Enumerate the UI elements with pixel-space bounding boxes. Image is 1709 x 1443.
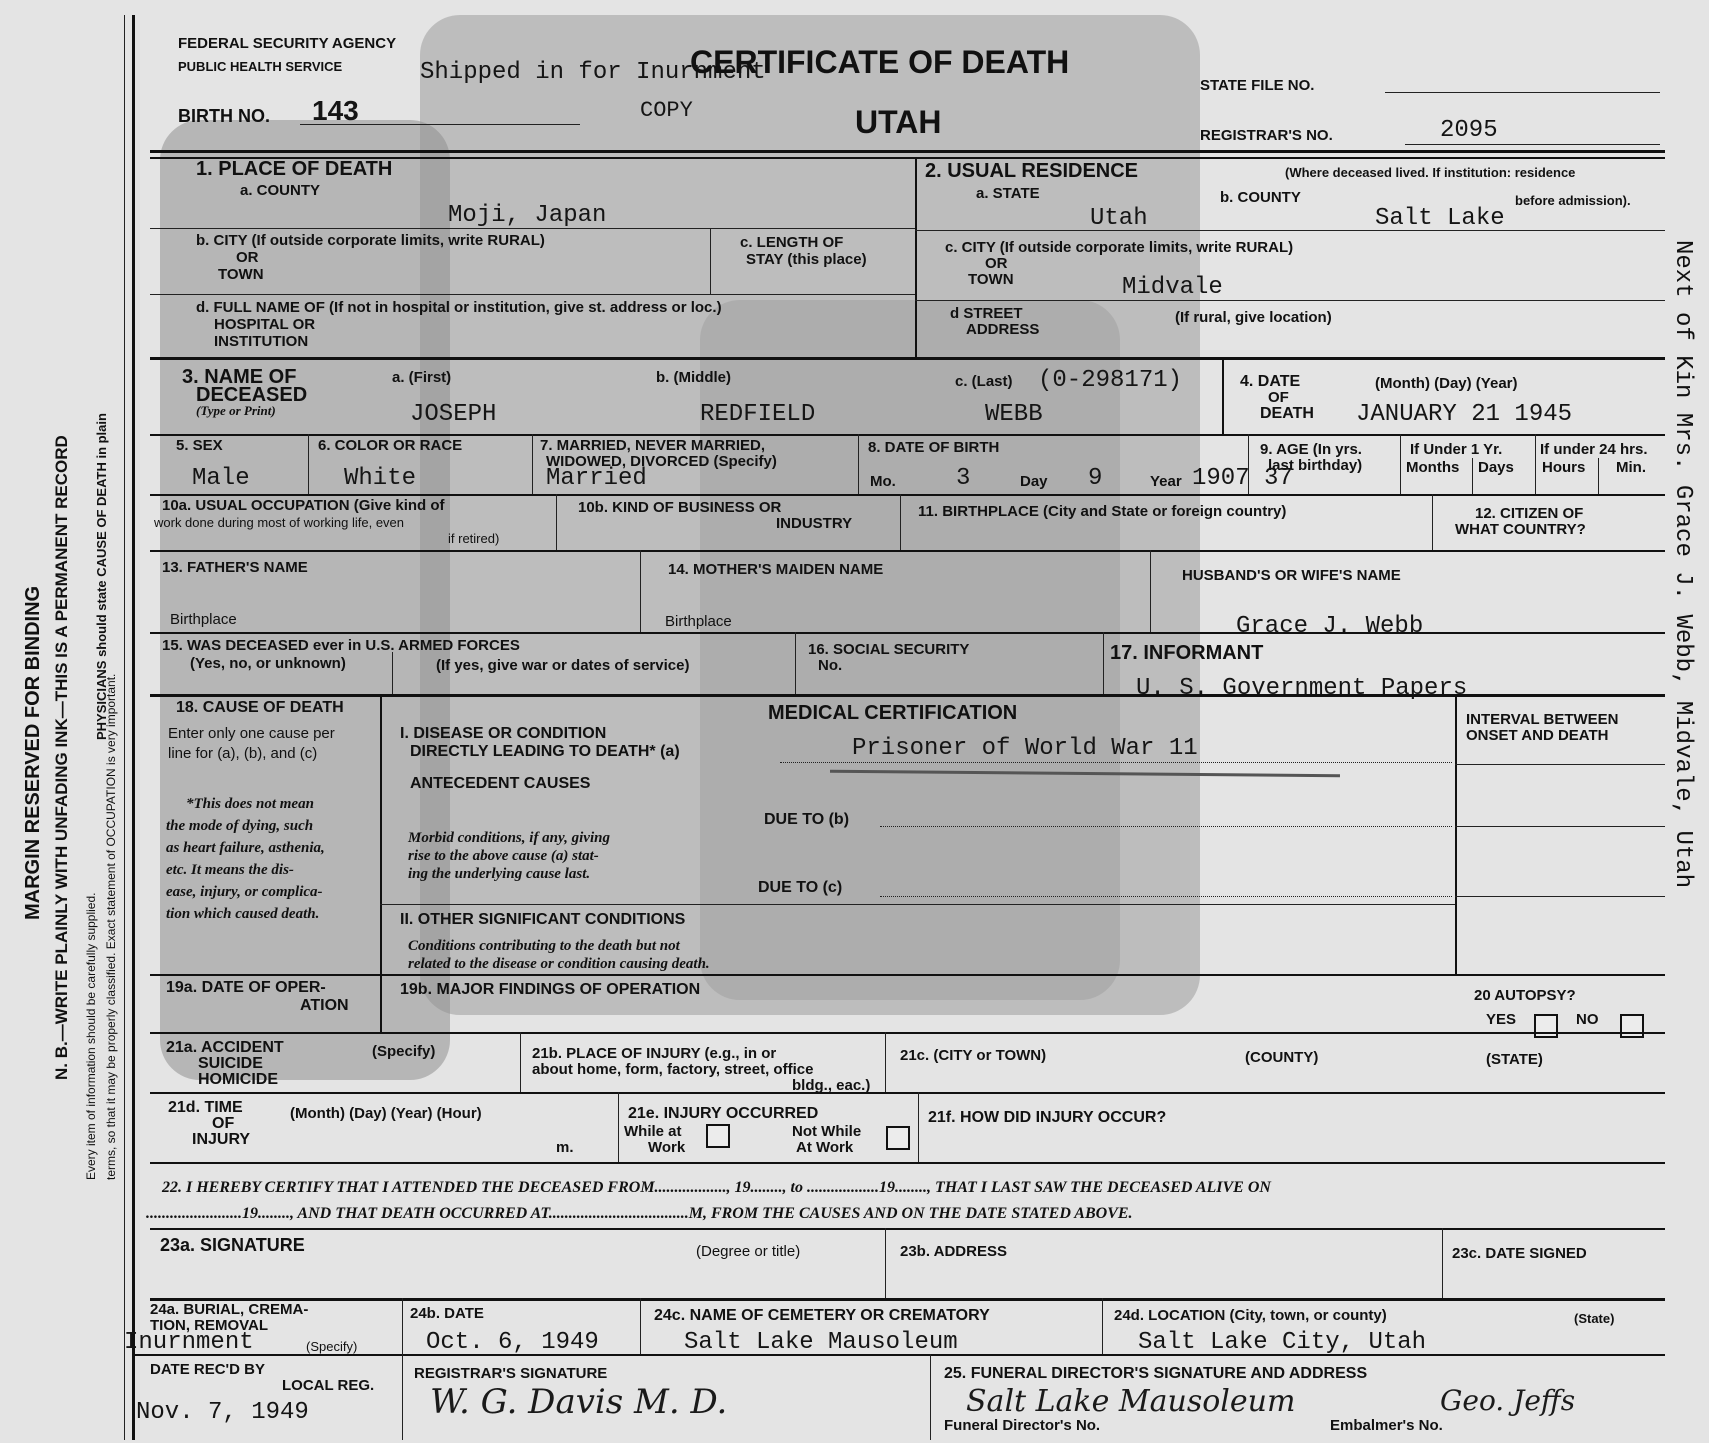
informant-label: 17. INFORMANT — [1110, 642, 1264, 664]
copy-mark: COPY — [640, 98, 693, 123]
not-while-work-label: Not While — [792, 1123, 862, 1140]
other-conditions-note1: Conditions contributing to the death but not — [408, 938, 680, 954]
embalmer-signature: Geo. Jeffs — [1440, 1384, 1576, 1417]
burial-location: Salt Lake City, Utah — [1138, 1329, 1427, 1356]
res-city-label: c. CITY (If outside corporate limits, write RURAL) — [945, 239, 1294, 256]
divider — [640, 1298, 641, 1354]
date-recd-label2: LOCAL REG. — [282, 1377, 375, 1394]
section-rule — [150, 434, 1665, 436]
autopsy-label: 20 AUTOPSY? — [1474, 987, 1576, 1004]
divider — [1472, 458, 1473, 494]
deceased-name-label3: (Type or Print) — [196, 403, 276, 418]
last-name-label: c. (Last) — [955, 373, 1013, 390]
first-name: JOSEPH — [410, 401, 497, 428]
state-file-line — [1385, 92, 1660, 93]
disease-label2: DIRECTLY LEADING TO DEATH* (a) — [410, 743, 680, 760]
hospital-label: d. FULL NAME OF (If not in hospital or institution, give st. address or loc.) — [196, 299, 722, 316]
marital-status: Married — [546, 465, 647, 492]
not-while-work-label2: At Work — [796, 1139, 854, 1156]
margin-physicians-text: PHYSICIANS should state CAUSE OF DEATH in plain — [94, 413, 109, 740]
married-label: 7. MARRIED, NEVER MARRIED, — [540, 437, 766, 454]
autopsy-yes-label: YES — [1486, 1011, 1517, 1028]
while-at-work-label: While at — [624, 1123, 682, 1140]
morbid-note1: Morbid conditions, if any, giving — [408, 830, 610, 846]
shipped-note: Shipped in for Inurnment — [420, 59, 766, 86]
divider — [1248, 434, 1249, 494]
divider — [1455, 694, 1457, 974]
citizen-label2: WHAT COUNTRY? — [1455, 521, 1586, 538]
dotted-line — [880, 826, 1452, 827]
certificate-title: CERTIFICATE OF DEATH — [690, 44, 1070, 80]
dob-day: 9 — [1088, 465, 1103, 492]
signature-label: 23a. SIGNATURE — [160, 1235, 305, 1255]
place-of-injury-label3: bldg., eac.) — [792, 1077, 871, 1094]
res-state-label: a. STATE — [976, 185, 1040, 202]
funeral-director-signature: Salt Lake Mausoleum — [966, 1384, 1296, 1419]
middle-name-label: b. (Middle) — [656, 369, 731, 386]
date-signed-label: 23c. DATE SIGNED — [1452, 1245, 1587, 1262]
margin-info1-text: Every item of information should be carefully supplied. — [84, 892, 98, 1180]
occupation-label: 10a. USUAL OCCUPATION (Give kind of — [162, 497, 445, 514]
while-at-work-checkbox[interactable] — [706, 1124, 730, 1148]
father-birthplace-label: Birthplace — [170, 611, 237, 628]
deceased-name-label: 3. NAME OF — [182, 366, 297, 388]
embalmer-no-label: Embalmer's No. — [1330, 1417, 1443, 1434]
disease: Prisoner of World War 11 — [852, 735, 1198, 762]
days-label: Days — [1478, 459, 1514, 476]
residence-note2: before admission). — [1515, 193, 1631, 208]
row-line — [1455, 896, 1665, 897]
rural-note: (If rural, give location) — [1175, 309, 1332, 326]
date-of-death: JANUARY 21 1945 — [1356, 401, 1573, 428]
disease-label: I. DISEASE OR CONDITION — [400, 725, 607, 742]
registrar-signature: W. G. Davis M. D. — [430, 1382, 728, 1422]
how-injury-label: 21f. HOW DID INJURY OCCUR? — [928, 1109, 1167, 1126]
section-rule — [150, 974, 1665, 976]
burial-location-label: 24d. LOCATION (City, town, or county) — [1114, 1307, 1387, 1324]
burial-specify: (Specify) — [306, 1339, 358, 1354]
mother-birthplace-label: Birthplace — [665, 613, 732, 630]
registrar-no-label: REGISTRAR'S NO. — [1200, 127, 1333, 144]
morbid-note3: ing the underlying cause last. — [408, 866, 591, 882]
dotted-line — [880, 896, 1452, 897]
race-label: 6. COLOR OR RACE — [318, 437, 463, 454]
section-rule — [150, 694, 1665, 697]
cause-note4: etc. It means the dis- — [166, 862, 294, 878]
date-of-death-label2: OF — [1268, 389, 1289, 406]
operation-date-label: 19a. DATE OF OPER- — [166, 979, 326, 996]
divider — [900, 494, 901, 550]
length-of-stay-label: c. LENGTH OF — [740, 234, 844, 251]
birth-no-line — [300, 124, 580, 125]
divider — [1222, 360, 1224, 434]
divider — [402, 1354, 403, 1440]
birthplace-label: 11. BIRTHPLACE (City and State or foreign country) — [918, 503, 1287, 520]
due-to-b-label: DUE TO (b) — [764, 811, 850, 828]
injury-time-m: m. — [556, 1139, 574, 1156]
homicide-label: HOMICIDE — [198, 1071, 278, 1088]
injury-time-label3: INJURY — [192, 1131, 251, 1148]
res-county-label: b. COUNTY — [1220, 189, 1301, 206]
min-label: Min. — [1616, 459, 1646, 476]
row-line — [150, 228, 915, 229]
row-line — [150, 294, 915, 295]
antecedent-label: ANTECEDENT CAUSES — [410, 775, 591, 792]
divider — [885, 1228, 886, 1300]
divider — [532, 434, 533, 494]
suicide-label: SUICIDE — [198, 1055, 263, 1072]
signature-address-label: 23b. ADDRESS — [900, 1243, 1007, 1260]
spouse-name: Grace J. Webb — [1236, 613, 1424, 640]
hours-label: Hours — [1542, 459, 1586, 476]
divider — [308, 434, 309, 494]
operation-findings-label: 19b. MAJOR FINDINGS OF OPERATION — [400, 981, 701, 998]
divider — [392, 652, 393, 694]
divider — [1103, 632, 1104, 694]
mdy-label: (Month) (Day) (Year) — [1375, 375, 1518, 392]
section-rule — [150, 1032, 1665, 1034]
injury-time-label2: OF — [212, 1115, 235, 1132]
certify-line2: ........................19........, AND THAT DEATH OCCURRED AT...................................M, FROM THE CAUSES AND ON THE DATE STATED ABOVE. — [146, 1205, 1133, 1222]
section-rule — [150, 494, 1665, 496]
burial-date-label: 24b. DATE — [410, 1305, 484, 1322]
divider — [858, 434, 859, 494]
margin-nb-text: N. B.—WRITE PLAINLY WITH UNFADING INK—THIS IS A PERMANENT RECORD — [52, 435, 71, 1080]
operation-date-label2: ATION — [300, 997, 349, 1014]
age-label2: last birthday) — [1268, 457, 1363, 474]
age: 37 — [1264, 465, 1293, 492]
section-rule — [150, 1228, 1665, 1230]
burial-label2: TION, REMOVAL — [150, 1317, 269, 1334]
months-label: Months — [1406, 459, 1460, 476]
res-or-label: OR — [985, 255, 1008, 272]
res-state: Utah — [1090, 205, 1148, 232]
birth-no: 143 — [312, 95, 359, 126]
section-rule — [150, 550, 1665, 552]
while-at-work-label2: Work — [648, 1139, 686, 1156]
burial-label: 24a. BURIAL, CREMA- — [150, 1301, 309, 1318]
cause-enter2: line for (a), (b), and (c) — [168, 745, 318, 762]
town-label: TOWN — [218, 266, 264, 283]
cause-enter1: Enter only one cause per — [168, 725, 335, 742]
funeral-director-label: 25. FUNERAL DIRECTOR'S SIGNATURE AND ADDRESS — [944, 1365, 1368, 1382]
date-recd-label: DATE REC'D BY — [150, 1361, 265, 1378]
divider — [380, 694, 382, 1032]
registrar-no-line — [1405, 144, 1660, 145]
dob-day-label: Day — [1020, 473, 1048, 490]
section-rule — [150, 1092, 1665, 1094]
injury-time-cols: (Month) (Day) (Year) (Hour) — [290, 1105, 482, 1122]
birth-no-label: BIRTH NO. — [178, 106, 270, 126]
hospital-label2: HOSPITAL OR — [214, 316, 316, 333]
section-rule — [150, 357, 1665, 360]
binding-rule — [124, 15, 125, 1440]
death-county: Moji, Japan — [448, 202, 607, 229]
divider — [1432, 494, 1433, 550]
injury-state-label: (STATE) — [1486, 1051, 1543, 1068]
water-stain — [160, 120, 450, 1080]
state-file-label: STATE FILE NO. — [1200, 77, 1315, 94]
not-while-work-checkbox[interactable] — [886, 1126, 910, 1150]
accident-specify: (Specify) — [372, 1043, 436, 1060]
divider — [402, 1298, 403, 1354]
county-label: a. COUNTY — [240, 182, 321, 199]
res-county: Salt Lake — [1375, 205, 1505, 232]
dob-year: 1907 — [1192, 465, 1250, 492]
section-rule — [150, 1298, 1665, 1301]
occupation-label3: if retired) — [448, 531, 500, 546]
divider — [1598, 458, 1599, 494]
funeral-director-no-label: Funeral Director's No. — [944, 1417, 1101, 1434]
autopsy-no-label: NO — [1576, 1011, 1599, 1028]
cause-note1: *This does not mean — [186, 796, 314, 812]
place-of-death-label: 1. PLACE OF DEATH — [196, 158, 393, 180]
informant: U. S. Government Papers — [1136, 675, 1468, 702]
service-label: PUBLIC HEALTH SERVICE — [178, 59, 343, 74]
agency-label: FEDERAL SECURITY AGENCY — [178, 35, 397, 52]
row-line — [1455, 764, 1665, 765]
usual-residence-label: 2. USUAL RESIDENCE — [925, 160, 1139, 182]
street-label2: ADDRESS — [966, 321, 1040, 338]
divider — [918, 1092, 919, 1162]
cause-note2: the mode of dying, such — [166, 818, 314, 834]
dotted-line — [780, 762, 1452, 763]
divider — [915, 157, 917, 357]
morbid-note2: rise to the above cause (a) stat- — [408, 848, 599, 864]
injury-occurred-label: 21e. INJURY OCCURRED — [628, 1105, 819, 1122]
deceased-name-label2: DECEASED — [196, 384, 308, 406]
burial-date: Oct. 6, 1949 — [426, 1329, 599, 1356]
margin-binding-text: MARGIN RESERVED FOR BINDING — [22, 585, 44, 920]
citizen-label: 12. CITIZEN OF — [1475, 505, 1584, 522]
row-line — [915, 300, 1665, 301]
under-1-yr-label: If Under 1 Yr. — [1410, 441, 1503, 458]
divider — [1150, 550, 1151, 632]
interval-label: INTERVAL BETWEEN — [1466, 711, 1619, 728]
hospital-label3: INSTITUTION — [214, 333, 309, 350]
state-title: UTAH — [855, 104, 942, 140]
cemetery: Salt Lake Mausoleum — [684, 1329, 958, 1356]
registrar-signature-label: REGISTRAR'S SIGNATURE — [414, 1365, 608, 1382]
divider — [1442, 1228, 1443, 1300]
res-city: Midvale — [1122, 274, 1223, 301]
row-line — [1455, 826, 1665, 827]
married-label2: WIDOWED, DIVORCED (Specify) — [546, 453, 777, 470]
date-of-death-label: 4. DATE — [1240, 373, 1301, 390]
cause-note5: ease, injury, or complica- — [166, 884, 323, 900]
divider — [1400, 434, 1401, 494]
divider — [520, 1032, 521, 1092]
accident-label: 21a. ACCIDENT — [166, 1039, 284, 1056]
header-rule — [150, 150, 1665, 153]
place-of-injury-label2: about home, form, factory, street, office — [532, 1061, 814, 1078]
autopsy-no-checkbox[interactable] — [1620, 1014, 1644, 1038]
residence-note: (Where deceased lived. If institution: residence — [1285, 165, 1576, 180]
or-label: OR — [236, 249, 259, 266]
other-conditions-label: II. OTHER SIGNIFICANT CONDITIONS — [400, 911, 686, 928]
sex-label: 5. SEX — [176, 437, 223, 454]
autopsy-yes-checkbox[interactable] — [1534, 1014, 1558, 1038]
mother-name-label: 14. MOTHER'S MAIDEN NAME — [668, 561, 884, 578]
injury-time-label: 21d. TIME — [168, 1099, 243, 1116]
injury-county-label: (COUNTY) — [1245, 1049, 1319, 1066]
divider — [930, 1354, 931, 1440]
section-rule — [132, 1354, 1665, 1356]
race: White — [344, 465, 417, 492]
cause-of-death-label: 18. CAUSE OF DEATH — [176, 699, 344, 716]
street-label: d STREET — [950, 305, 1023, 322]
cause-note6: tion which caused death. — [166, 906, 320, 922]
section-rule — [150, 632, 1665, 634]
dob-month-label: Mo. — [870, 473, 896, 490]
other-conditions-note2: related to the disease or condition causing death. — [408, 956, 710, 972]
last-name: WEBB — [985, 401, 1043, 428]
divider — [556, 494, 557, 550]
degree-label: (Degree or title) — [696, 1243, 801, 1260]
father-name-label: 13. FATHER'S NAME — [162, 559, 308, 576]
date-received: Nov. 7, 1949 — [136, 1399, 309, 1426]
business-label: 10b. KIND OF BUSINESS OR — [578, 499, 782, 516]
occupation-label2: work done during most of working life, even — [154, 515, 405, 530]
cause-note3: as heart failure, asthenia, — [166, 840, 325, 856]
length-of-stay-label2: STAY (this place) — [746, 251, 867, 268]
place-of-injury-label: 21b. PLACE OF INJURY (e.g., in or — [532, 1045, 777, 1062]
injury-city-label: 21c. (CITY or TOWN) — [900, 1047, 1047, 1064]
armed-forces-label2: (Yes, no, or unknown) — [190, 655, 346, 672]
under-24-hrs-label: If under 24 hrs. — [1540, 441, 1648, 458]
armed-forces-label: 15. WAS DECEASED ever in U.S. ARMED FORCES — [162, 637, 520, 654]
divider — [618, 1092, 619, 1162]
first-name-label: a. (First) — [392, 369, 452, 386]
row-line — [915, 230, 1665, 231]
social-security-label: 16. SOCIAL SECURITY — [808, 641, 970, 658]
sex: Male — [192, 465, 250, 492]
spouse-name-label: HUSBAND'S OR WIFE'S NAME — [1182, 567, 1401, 584]
divider — [885, 1032, 886, 1092]
business-label2: INDUSTRY — [776, 515, 853, 532]
res-town-label: TOWN — [968, 271, 1014, 288]
service-number: (0-298171) — [1038, 367, 1183, 394]
dob-label: 8. DATE OF BIRTH — [868, 439, 1000, 456]
margin-info2-text: terms, so that it may be properly classified. Exact statement of OCCUPATION is very important. — [104, 673, 118, 1180]
armed-forces-label3: (If yes, give war or dates of service) — [436, 657, 690, 674]
section-rule — [150, 1162, 1665, 1164]
dob-year-label: Year — [1150, 473, 1182, 490]
next-of-kin-note: Next of Kin Mrs. Grace J. Webb, Midvale, Utah — [1669, 240, 1696, 889]
burial-state-label: (State) — [1574, 1311, 1615, 1326]
date-of-death-label3: DEATH — [1260, 405, 1314, 422]
divider — [1102, 1298, 1103, 1354]
medical-certification-title: MEDICAL CERTIFICATION — [768, 702, 1018, 724]
due-to-c-label: DUE TO (c) — [758, 879, 843, 896]
binding-rule — [132, 15, 135, 1440]
dob-month: 3 — [956, 465, 971, 492]
divider — [640, 550, 641, 632]
registrar-no: 2095 — [1440, 117, 1498, 144]
row-line — [380, 904, 1455, 905]
certify-line1: 22. I HEREBY CERTIFY THAT I ATTENDED THE DECEASED FROM.................., 19........, to ..................19........, THAT I LAST SAW THE DECEASED ALIVE ON — [162, 1179, 1271, 1196]
divider — [1535, 434, 1536, 494]
burial-value: Inurnment — [124, 1329, 254, 1356]
social-security-label2: No. — [818, 657, 843, 674]
cemetery-label: 24c. NAME OF CEMETERY OR CREMATORY — [654, 1307, 990, 1324]
divider — [795, 632, 796, 694]
middle-name: REDFIELD — [700, 401, 816, 428]
death-city-label: b. CITY (If outside corporate limits, write RURAL) — [196, 232, 545, 249]
interval-label2: ONSET AND DEATH — [1466, 727, 1609, 744]
age-label: 9. AGE (In yrs. — [1260, 441, 1362, 458]
divider — [710, 228, 711, 294]
